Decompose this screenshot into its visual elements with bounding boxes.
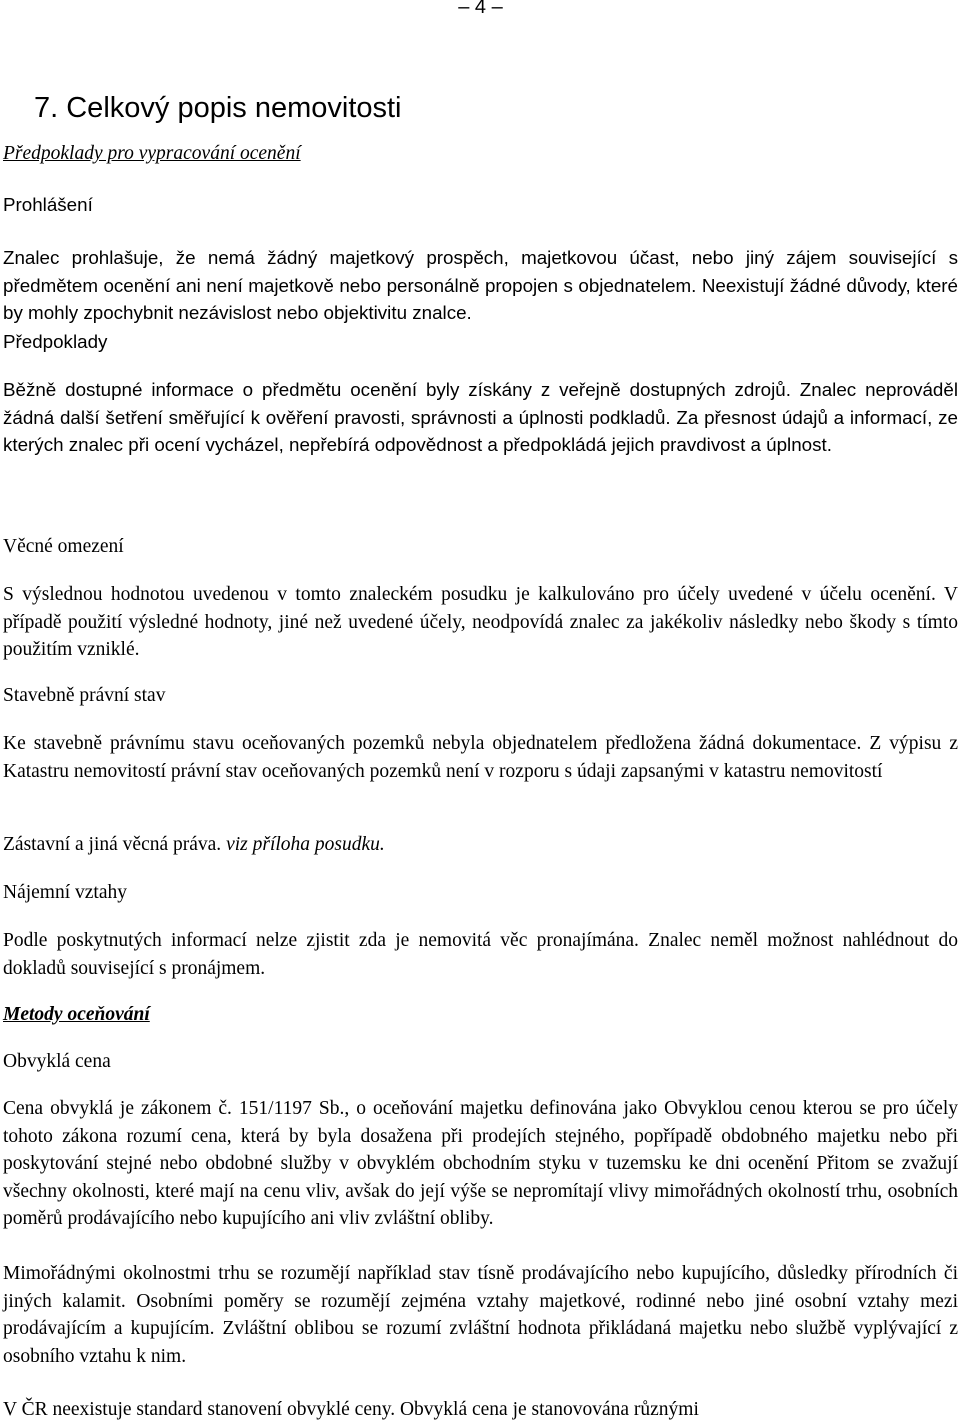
obvykla-cena-heading: Obvyklá cena [3,1051,111,1072]
zastavni-reference: viz příloha posudku. [226,834,385,855]
prohlaseni-text: Znalec prohlašuje, že nemá žádný majetkový prospěch, majetkovou účast, nebo jiný zájem související s předmětem ocenění ani není majetkově nebo personálně propojen s objednatelem. Neexistují žádné důvody, které by mohly zpochybnit nezávislost nebo objektivitu znalce. [3,247,958,323]
subtitle: Předpoklady pro vypracování ocenění [3,143,301,164]
stavebne-pravni-stav-text: Ke stavebně právnímu stavu oceňovaných pozemků nebyla objednatelem předložena žádná dokumentace. Z výpisu z Katastru nemovitostí právní stav oceňovaných pozemků není v rozporu s údaji zapsanými v katastru nemovitostí [3,733,958,782]
vecne-omezeni-heading: Věcné omezení [3,536,124,557]
predpoklady-heading: Předpoklady [3,331,108,352]
zastavni-label: Zástavní a jiná věcná práva. [3,834,222,855]
prohlaseni-heading: Prohlášení [3,194,93,215]
metody-heading: Metody oceňování [3,1004,150,1025]
zastavni-prava [3,831,958,859]
vecne-omezeni-text: S výslednou hodnotou uvedenou v tomto znaleckém posudku je kalkulováno pro účely uvedené v účelu ocenění. V případě použití výsledné hodnoty, jiné než uvedené účely, neodpovídá znalec za jakékoliv následky nebo škody s tímto použitím vzniklé. [3,584,958,660]
najemni-vztahy-heading: Nájemní vztahy [3,882,127,903]
predpoklady-text: Běžně dostupné informace o předmětu ocenění byly získány z veřejně dostupných zdrojů. Znalec neprováděl žádná další šetření směřující k ověření pravosti, správnosti a úplnosti podkladů. Za přesnost údajů a informací, ze kterých znalec při ocení vycházel, nepřebírá odpovědnost a předpokládá jejich pravdivost a úplnost. [3,379,958,455]
najemni-vztahy-text: Podle poskytnutých informací nelze zjistit zda je nemovitá věc pronajímána. Znalec neměl možnost nahlédnout do dokladů související s pronájmem. [3,930,958,979]
page-number: – 4 – [458,0,503,18]
section-title: 7. Celkový popis nemovitosti [34,92,402,124]
obvykla-cena-p3: V ČR neexistuje standard stanovení obvyklé ceny. Obvyklá cena je stanovována různými [3,1399,699,1420]
obvykla-cena-p1: Cena obvyklá je zákonem č. 151/1197 Sb., o oceňování majetku definována jako Obvyklou cenou kterou se pro účely tohoto zákona rozumí cena, která by byla dosažena při prodejích stejného, popřípadě obdobného majetku nebo při poskytování stejné nebo obdobné služby v obvyklém obchodním styku v tuzemsku ke dni ocenění Přitom se zvažují všechny okolnosti, které mají na cenu vliv, avšak do její výše se nepromítají vlivy mimořádných okolností trhu, osobních poměrů prodávajícího nebo kupujícího ani vliv zvláštní obliby. [3,1098,958,1229]
stavebne-pravni-stav-heading: Stavebně právní stav [3,685,166,706]
obvykla-cena-p2: Mimořádnými okolnostmi trhu se rozumějí například stav tísně prodávajícího nebo kupujícího, důsledky přírodních či jiných kalamit. Osobními poměry se rozumějí zejména vztahy majetkové, rodinné nebo jiné osobní vztahy mezi prodávajícím a kupujícím. Zvláštní oblibou se rozumí zvláštní hodnota přikládaná majetku nebo službě vyplývající z osobního vztahu k nim. [3,1263,958,1367]
